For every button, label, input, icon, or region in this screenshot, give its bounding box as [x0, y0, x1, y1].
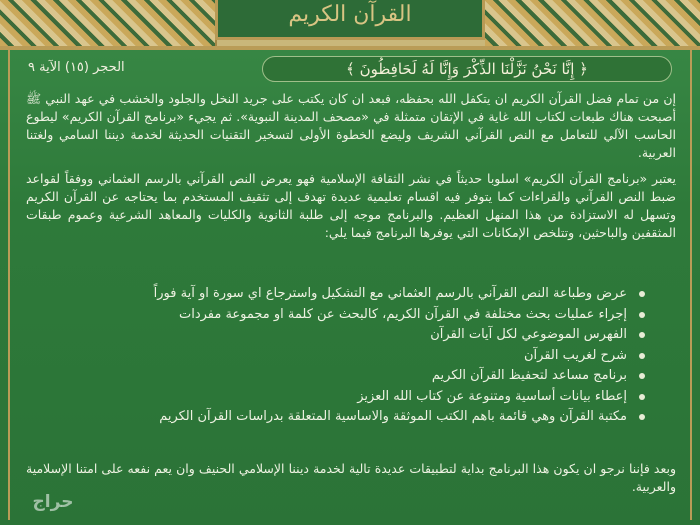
program-paragraph: يعتبر «برنامج القرآن الكريم» اسلوبا حديثاً في نشر الثقافة الإسلامية فهو يعرض النص القرآني بالرسم العثماني ووفقاً لقواعد ضبط النص القرآني والقراءات كما يتوفر فيه اقسام تعليمية عديدة تهدف إلى تثقيف المستخدم بما يحتاجه عن القرآن الكريم وتسهل له الاستزادة من هذا المنهل العظيم. والبرنامج موجه إلى طلبة الثانوية والكليات والمعاهد الشرعية وعموم طبقات المثقفين والباحثين، وتتلخص الإمكانات التي يوفرها البرنامج فيما يلي: — [26, 171, 676, 240]
left-ornament — [0, 0, 217, 46]
list-item: شرح لغريب القرآن — [45, 346, 645, 367]
bullet-icon — [639, 291, 645, 297]
bullet-icon — [639, 373, 645, 379]
bullet-icon — [639, 414, 645, 420]
verse-reference: الحجر (١٥) الآية ٩ — [28, 60, 125, 75]
bullet-icon — [639, 353, 645, 359]
closing-paragraph: وبعد فإننا نرجو ان يكون هذا البرنامج بداية لتطبيقات عديدة تالية لخدمة ديننا الإسلامي الحنيف وان يعم نفعه على امتنا الإسلامية والعربية. — [26, 461, 676, 494]
list-item: مكتبة القرآن وهي قائمة باهم الكتب الموثقة والاساسية المتعلقة بدراسات القرآن الكريم — [45, 407, 645, 428]
list-item: برنامج مساعد لتحفيظ القرآن الكريم — [45, 366, 645, 387]
right-ornament — [485, 0, 700, 46]
list-item: إجراء عمليات بحث مختلفة في القرآن الكريم، كالبحث عن كلمة او مجموعة مفردات — [45, 305, 645, 326]
verse-row — [18, 56, 682, 86]
bullet-icon — [639, 312, 645, 318]
list-item: إعطاء بيانات أساسية ومتنوعة عن كتاب الله العزيز — [45, 387, 645, 408]
list-item: الفهرس الموضوعي لكل آيات القرآن — [45, 325, 645, 346]
watermark-logo: حراج — [32, 492, 74, 512]
bullet-icon — [639, 332, 645, 338]
intro-paragraph: إن من تمام فضل القرآن الكريم ان يتكفل الله بحفظه، فبعد ان كان يكتب على جريد النخل والجلود والخشب في عهد النبي ﷺ أصبحت هناك طبعات لكتاب الله غاية في الإتقان متمثلة في «مصحف المدينة النبوية». ثم يجيء «برنامج القرآن الكريم» ليطوع الحاسب الآلي للتعامل مع النص القرآني الشريف وليضع الخطوة الأولى لتسخير التقنيات الحديثة لخدمة ديننا السامي ولغتنا العربية. — [26, 91, 676, 160]
bullet-icon — [639, 394, 645, 400]
features-list — [45, 284, 645, 428]
list-item: عرض وطباعة النص القرآني بالرسم العثماني مع التشكيل واسترجاع اي سورة او آية فوراً — [45, 284, 645, 305]
quran-verse: ﴿ إِنَّا نَحْنُ نَزَّلْنَا الذِّكْرَ وَإِنَّا لَهُ لَحَافِظُونَ ﴾ — [262, 56, 672, 82]
ornamental-header — [0, 0, 700, 46]
title-cartouche: القرآن الكريم — [215, 0, 485, 40]
